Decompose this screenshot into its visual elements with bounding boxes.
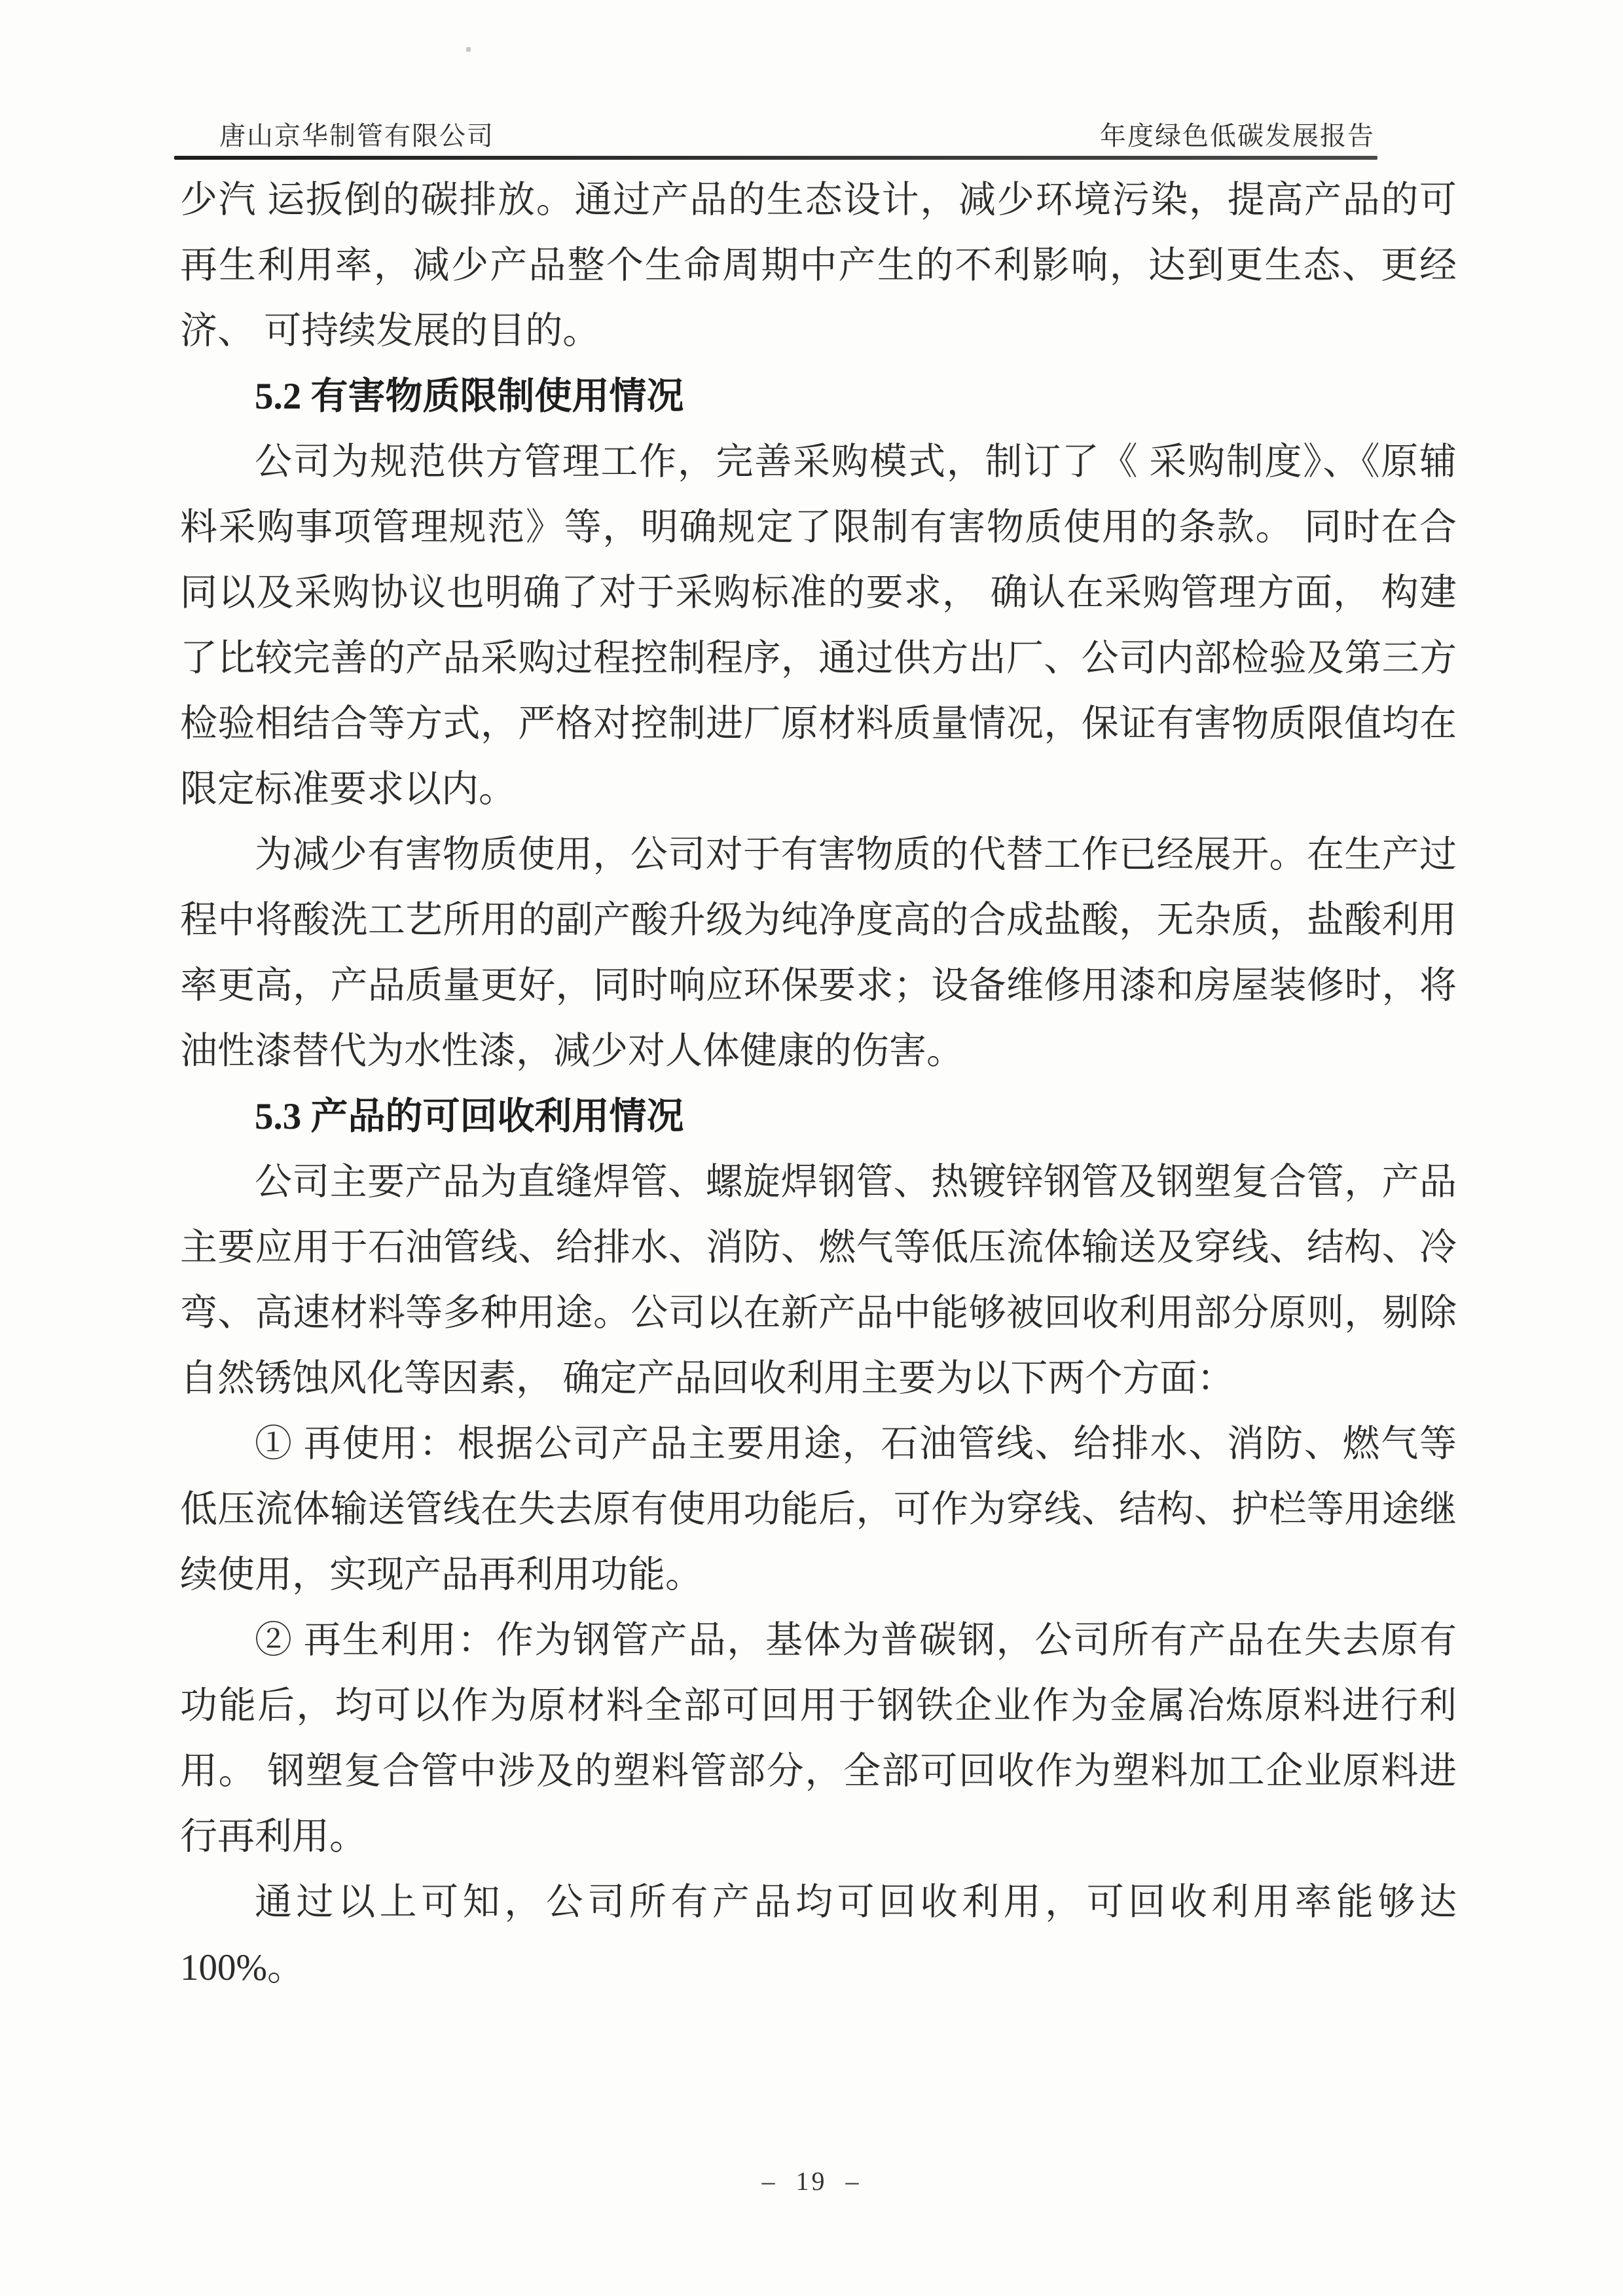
page-footer [0, 2166, 1623, 2196]
header-report-title: 年度绿色低碳发展报告 [1100, 121, 1375, 151]
page-header [219, 115, 1375, 153]
paragraph: 公司主要产品为直缝焊管、螺旋焊钢管、热镀锌钢管及钢塑复合管，产品主要应用于石油管线、给排水、消防、燃气等低压流体输送及穿线、结构、冷弯、高速材料等多种用途。公司以在新产品中能够被回收利用部分原则，剔除自然锈蚀风化等因素， 确定产品回收利用主要为以下两个方面： [180, 1161, 1457, 1399]
paragraph: 少汽 运扳倒的碳排放。通过产品的生态设计，减少环境污染，提高产品的可再生利用率，减少产品整个生命周期中产生的不利影响，达到更生态、更经济、 可持续发展的目的。 [180, 179, 1457, 352]
section-heading: 5.3 产品的可回收利用情况 [255, 1096, 684, 1137]
scan-speckle [466, 47, 471, 52]
paragraph: 公司为规范供方管理工作，完善采购模式，制订了《 采购制度》、《原辅料采购事项管理规范》等，明确规定了限制有害物质使用的条款。 同时在合同以及采购协议也明确了对于采购标准的要求， 确认在采购管理方面， 构建了比较完善的产品采购过程控制程序，通过供方出厂、公司内部检验及第三方检验相结合等方式，严格对控制进厂原材料质量情况，保证有害物质限值均在限定标准要求以内。 [180, 441, 1457, 810]
section-heading: 5.2 有害物质限制使用情况 [255, 376, 684, 417]
page-number: – 19 – [761, 2166, 862, 2196]
paragraph: 为减少有害物质使用，公司对于有害物质的代替工作已经展开。在生产过程中将酸洗工艺所用的副产酸升级为纯净度高的合成盐酸，无杂质，盐酸利用率更高，产品质量更好，同时响应环保要求；设备维修用漆和房屋装修时，将油性漆替代为水性漆，减少对人体健康的伤害。 [180, 834, 1457, 1072]
paragraph: 通过以上可知，公司所有产品均可回收利用，可回收利用率能够达 100%。 [180, 1882, 1457, 1988]
paragraph: ① 再使用：根据公司产品主要用途，石油管线、给排水、消防、燃气等低压流体输送管线在失去原有使用功能后，可作为穿线、结构、护栏等用途继续使用，实现产品再利用功能。 [180, 1423, 1457, 1595]
header-company-name: 唐山京华制管有限公司 [219, 121, 494, 151]
header-divider-line [174, 156, 1377, 160]
paragraph: ② 再生利用：作为钢管产品，基体为普碳钢，公司所有产品在失去原有功能后，均可以作为原材料全部可回用于钢铁企业作为金属冶炼原料进行利用。 钢塑复合管中涉及的塑料管部分，全部可回收作为塑料加工企业原料进行再利用。 [180, 1620, 1457, 1857]
document-body [180, 168, 1457, 2001]
